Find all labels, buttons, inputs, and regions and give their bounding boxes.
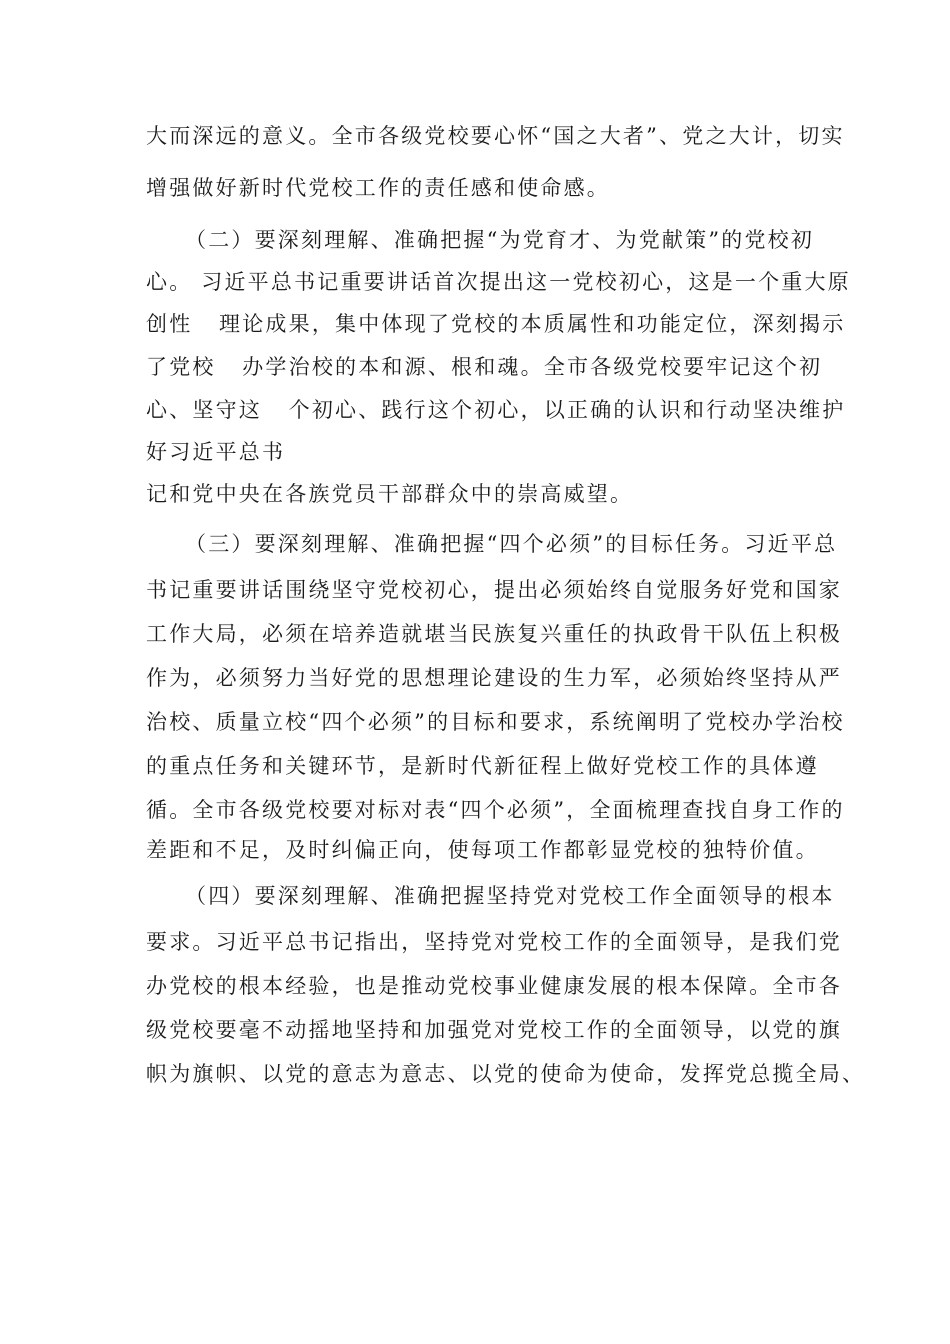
paragraph-heading-2: （二）要深刻理解、准确把握“为党育才、为党献策”的党校初 <box>185 228 815 252</box>
text-line: 书记重要讲话围绕坚守党校初心，提出必须始终自觉服务好党和国家 <box>146 578 842 602</box>
text-line: 帜为旗帜、以党的意志为意志、以党的使命为使命，发挥党总揽全局、 <box>146 1062 866 1086</box>
text-line: 好习近平总书 <box>146 440 286 464</box>
text-line: 差距和不足，及时纠偏正向，使每项工作都彰显党校的独特价值。 <box>146 838 819 862</box>
text-line: 创性 理论成果，集中体现了党校的本质属性和功能定位，深刻揭示 <box>146 312 846 336</box>
text-line: 循。全市各级党校要对标对表“四个必须”，全面梳理查找自身工作的 <box>146 798 845 822</box>
text-line: 的重点任务和关键环节，是新时代新征程上做好党校工作的具体遵 <box>146 754 819 778</box>
text-line: 要求。习近平总书记指出，坚持党对党校工作的全面领导，是我们党 <box>146 930 842 954</box>
paragraph-heading-3: （三）要深刻理解、准确把握“四个必须”的目标任务。习近平总 <box>185 532 838 556</box>
text-line: 增强做好新时代党校工作的责任感和使命感。 <box>146 176 610 200</box>
text-line: 心。 习近平总书记重要讲话首次提出这一党校初心，这是一个重大原 <box>146 270 851 294</box>
paragraph-heading-4: （四）要深刻理解、准确把握坚持党对党校工作全面领导的根本 <box>185 884 835 908</box>
text-line: 工作大局，必须在培养造就堪当民族复兴重任的执政骨干队伍上积极 <box>146 622 842 646</box>
text-line: 心、坚守这 个初心、践行这个初心，以正确的认识和行动坚决维护 <box>146 398 846 422</box>
text-line: 治校、质量立校“四个必须”的目标和要求，系统阐明了党校办学治校 <box>146 710 845 734</box>
text-line: 了党校 办学治校的本和源、根和魂。全市各级党校要牢记这个初 <box>146 355 823 379</box>
text-line: 大而深远的意义。全市各级党校要心怀“国之大者”、党之大计，切实 <box>146 124 845 148</box>
text-line: 办党校的根本经验，也是推动党校事业健康发展的根本保障。全市各 <box>146 974 842 998</box>
text-line: 级党校要毫不动摇地坚持和加强党对党校工作的全面领导，以党的旗 <box>146 1018 842 1042</box>
text-line: 作为，必须努力当好党的思想理论建设的生力军，必须始终坚持从严 <box>146 666 842 690</box>
text-line: 记和党中央在各族党员干部群众中的崇高威望。 <box>146 482 634 506</box>
